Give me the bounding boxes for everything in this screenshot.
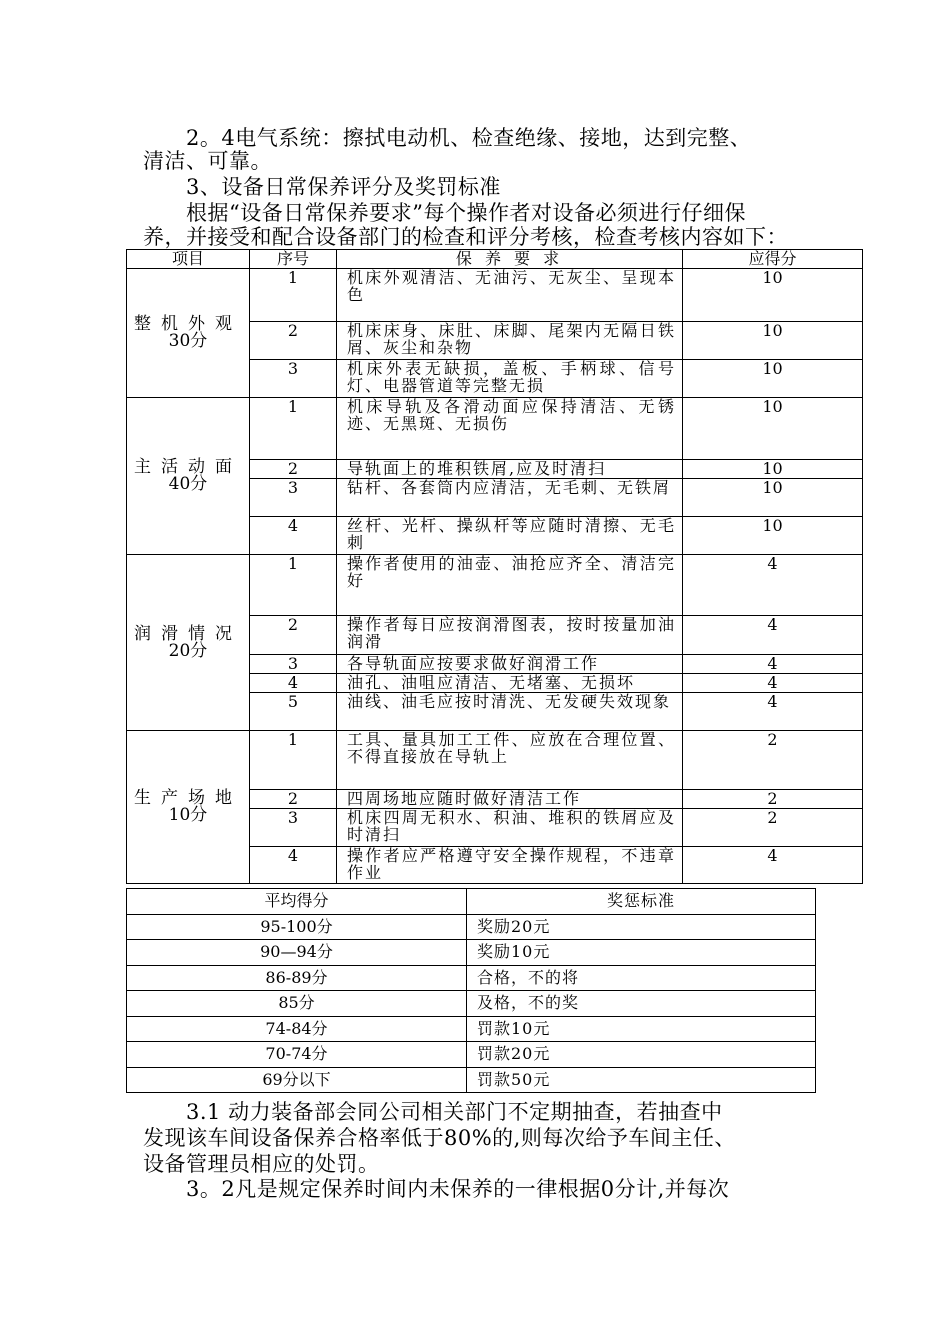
score-value: 4 bbox=[683, 616, 863, 655]
score-value: 10 bbox=[683, 517, 863, 555]
requirement-text: 机床四周无积水、积油、堆积的铁屑应及时清扫 bbox=[337, 809, 683, 847]
score-value: 4 bbox=[683, 847, 863, 884]
score-value: 2 bbox=[683, 790, 863, 809]
score-range: 85分 bbox=[127, 991, 467, 1017]
category-cell bbox=[127, 555, 250, 731]
paragraph-line: 3.1 动力装备部会同公司相关部门不定期抽查，若抽查中 bbox=[143, 1100, 723, 1124]
score-value: 4 bbox=[683, 674, 863, 693]
award-standard: 罚款50元 bbox=[467, 1067, 816, 1093]
table-row bbox=[127, 914, 816, 940]
requirement-text: 导轨面上的堆积铁屑,应及时清扫 bbox=[337, 460, 683, 479]
requirement-text: 操作者应严格遵守安全操作规程，不违章作业 bbox=[337, 847, 683, 884]
requirement-text: 油孔、油咀应清洁、无堵塞、无损坏 bbox=[337, 674, 683, 693]
score-value: 10 bbox=[683, 398, 863, 460]
score-value: 4 bbox=[683, 693, 863, 731]
score-value: 10 bbox=[683, 322, 863, 360]
row-number: 5 bbox=[250, 693, 337, 731]
award-table bbox=[126, 888, 816, 1093]
award-standard: 罚款20元 bbox=[467, 1042, 816, 1068]
award-standard: 奖励20元 bbox=[467, 914, 816, 940]
paragraph-line: 根据“设备日常保养要求”每个操作者对设备必须进行仔细保 bbox=[143, 201, 746, 225]
row-number: 1 bbox=[250, 398, 337, 460]
requirement-text: 丝杆、光杆、操纵杆等应随时清擦、无毛刺 bbox=[337, 517, 683, 555]
category-name: 生产场地 bbox=[134, 788, 242, 808]
requirement-text: 操作者每日应按润滑图表，按时按量加油润滑 bbox=[337, 616, 683, 655]
paragraph-line: 3、设备日常保养评分及奖罚标准 bbox=[143, 175, 501, 199]
score-range: 86-89分 bbox=[127, 965, 467, 991]
award-standard: 罚款10元 bbox=[467, 1016, 816, 1042]
column-header: 应得分 bbox=[683, 250, 863, 269]
score-value: 10 bbox=[683, 479, 863, 517]
column-header: 项目 bbox=[127, 250, 250, 269]
table-row bbox=[127, 1042, 816, 1068]
category-points: 30分 bbox=[168, 331, 208, 351]
category-name: 主活动面 bbox=[134, 457, 242, 477]
requirement-text: 机床床身、床肚、床脚、尾架内无隔日铁屑、灰尘和杂物 bbox=[337, 322, 683, 360]
category-points: 10分 bbox=[168, 805, 208, 825]
table-row bbox=[127, 731, 863, 790]
score-value: 2 bbox=[683, 731, 863, 790]
requirement-text: 操作者使用的油壶、油抢应齐全、清洁完好 bbox=[337, 555, 683, 616]
table-row bbox=[127, 269, 863, 322]
award-standard: 及格，不的奖 bbox=[467, 991, 816, 1017]
category-points: 40分 bbox=[168, 474, 208, 494]
row-number: 3 bbox=[250, 809, 337, 847]
table-header-row bbox=[127, 250, 863, 269]
category-cell bbox=[127, 269, 250, 398]
table-row bbox=[127, 965, 816, 991]
column-header: 序号 bbox=[250, 250, 337, 269]
score-value: 4 bbox=[683, 655, 863, 674]
paragraph-line: 2。4电气系统：擦拭电动机、检查绝缘、接地，达到完整、 bbox=[143, 126, 752, 150]
row-number: 3 bbox=[250, 479, 337, 517]
row-number: 3 bbox=[250, 360, 337, 398]
table-row bbox=[127, 1016, 816, 1042]
row-number: 2 bbox=[250, 616, 337, 655]
table-row bbox=[127, 398, 863, 460]
table-header-row bbox=[127, 889, 816, 915]
row-number: 2 bbox=[250, 460, 337, 479]
maintenance-table bbox=[126, 249, 863, 884]
row-number: 2 bbox=[250, 790, 337, 809]
requirement-text: 钻杆、各套筒内应清洁，无毛刺、无铁屑 bbox=[337, 479, 683, 517]
requirement-text: 油线、油毛应按时清洗、无发硬失效现象 bbox=[337, 693, 683, 731]
category-cell bbox=[127, 398, 250, 555]
paragraph-line: 养，并接受和配合设备部门的检查和评分考核，检查考核内容如下： bbox=[143, 225, 788, 249]
paragraph-line: 3。2凡是规定保养时间内未保养的一律根据0分计,并每次 bbox=[143, 1177, 730, 1201]
score-range: 90—94分 bbox=[127, 940, 467, 966]
requirement-text: 各导轨面应按要求做好润滑工作 bbox=[337, 655, 683, 674]
table-row bbox=[127, 940, 816, 966]
score-value: 10 bbox=[683, 269, 863, 322]
column-header: 奖惩标准 bbox=[467, 889, 816, 915]
table-row bbox=[127, 1067, 816, 1093]
paragraph-line: 设备管理员相应的处罚。 bbox=[143, 1152, 380, 1176]
requirement-text: 工具、量具加工工件、应放在合理位置、不得直接放在导轨上 bbox=[337, 731, 683, 790]
score-value: 10 bbox=[683, 360, 863, 398]
row-number: 4 bbox=[250, 847, 337, 884]
score-range: 69分以下 bbox=[127, 1067, 467, 1093]
row-number: 1 bbox=[250, 731, 337, 790]
requirement-text: 机床外观清洁、无油污、无灰尘、呈现本色 bbox=[337, 269, 683, 322]
score-value: 10 bbox=[683, 460, 863, 479]
paragraph-line: 发现该车间设备保养合格率低于80%的,则每次给予车间主任、 bbox=[143, 1126, 736, 1150]
score-range: 70-74分 bbox=[127, 1042, 467, 1068]
column-header: 保 养 要 求 bbox=[337, 250, 683, 269]
table-row bbox=[127, 555, 863, 616]
award-standard: 奖励10元 bbox=[467, 940, 816, 966]
row-number: 1 bbox=[250, 269, 337, 322]
row-number: 4 bbox=[250, 674, 337, 693]
requirement-text: 四周场地应随时做好清洁工作 bbox=[337, 790, 683, 809]
category-name: 整机外观 bbox=[134, 314, 242, 334]
requirement-text: 机床导轨及各滑动面应保持清洁、无锈迹、无黑斑、无损伤 bbox=[337, 398, 683, 460]
row-number: 1 bbox=[250, 555, 337, 616]
table-row bbox=[127, 991, 816, 1017]
score-range: 95-100分 bbox=[127, 914, 467, 940]
score-value: 4 bbox=[683, 555, 863, 616]
score-range: 74-84分 bbox=[127, 1016, 467, 1042]
score-value: 2 bbox=[683, 809, 863, 847]
row-number: 4 bbox=[250, 517, 337, 555]
category-name: 润滑情况 bbox=[134, 623, 242, 644]
category-cell bbox=[127, 731, 250, 884]
award-standard: 合格，不的将 bbox=[467, 965, 816, 991]
column-header: 平均得分 bbox=[127, 889, 467, 915]
row-number: 2 bbox=[250, 322, 337, 360]
row-number: 3 bbox=[250, 655, 337, 674]
category-points: 20分 bbox=[168, 640, 208, 661]
requirement-text: 机床外表无缺损，盖板、手柄球、信号灯、电器管道等完整无损 bbox=[337, 360, 683, 398]
paragraph-line: 清洁、可靠。 bbox=[143, 149, 272, 173]
